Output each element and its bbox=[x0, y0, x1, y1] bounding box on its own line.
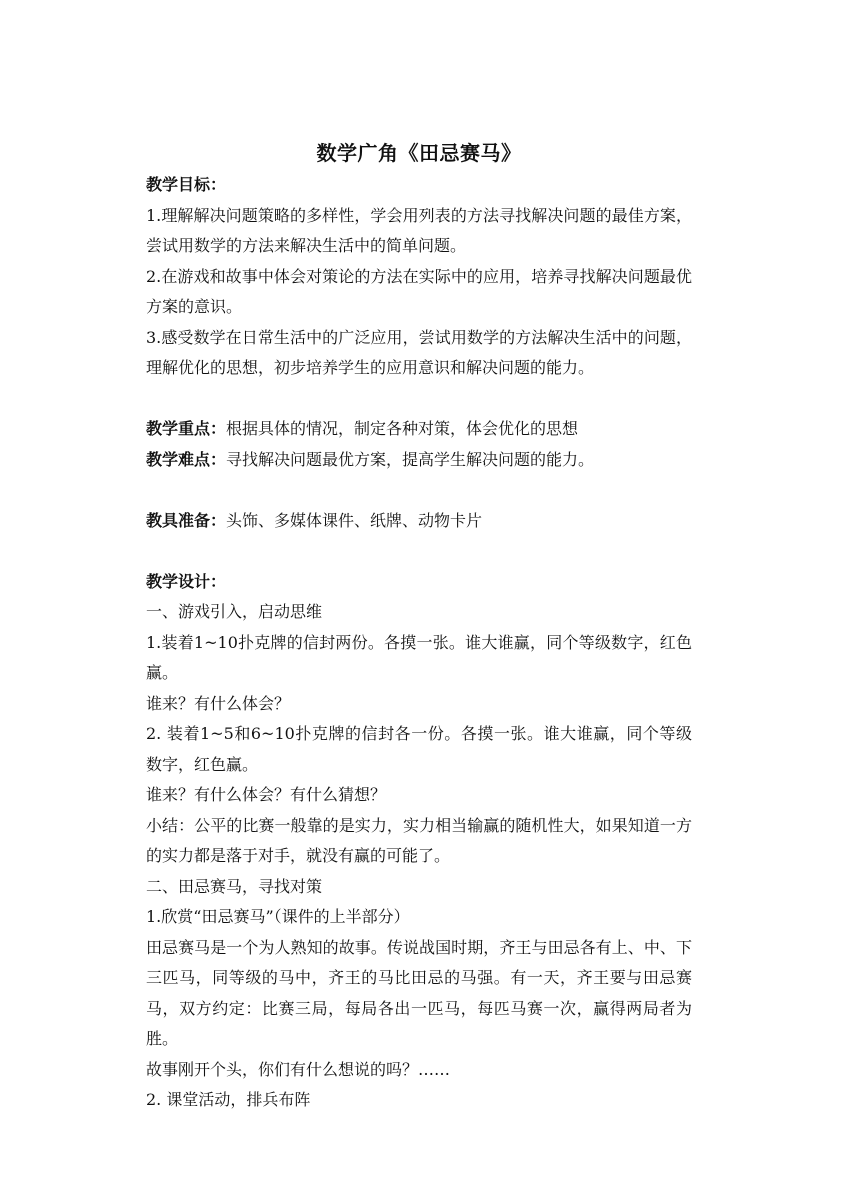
design-line: 2. 装着1~5和6~10扑克牌的信封各一份。各摸一张。谁大谁赢，同个等级数字，红色赢。 bbox=[146, 724, 692, 774]
difficulty-label: 教学难点： bbox=[146, 449, 227, 469]
design-line: 田忌赛马是一个为人熟知的故事。传说战国时期，齐王与田忌各有上、中、下三匹马，同等级的马中，齐王的马比田忌的马强。有一天，齐王要与田忌赛马，双方约定：比赛三局，每局各出一匹马，每匹马赛一次，赢得两局者为胜。 bbox=[146, 937, 692, 1048]
goals-heading: 教学目标： bbox=[146, 175, 227, 194]
design-line: 谁来？有什么体会？ bbox=[146, 693, 291, 713]
design-line: 二、田忌赛马，寻找对策 bbox=[146, 876, 323, 896]
goal-item-3: 3.感受数学在日常生活中的广泛应用，尝试用数学的方法解决生活中的问题，理解优化的思想，初步培养学生的应用意识和解决问题的能力。 bbox=[146, 327, 692, 377]
design-line: 一、游戏引入，启动思维 bbox=[146, 602, 323, 621]
materials-text: 头饰、多媒体课件、纸牌、动物卡片 bbox=[226, 510, 483, 530]
design-line: 1.装着1~10扑克牌的信封两份。各摸一张。谁大谁赢，同个等级数字，红色赢。 bbox=[146, 632, 692, 682]
spacer bbox=[146, 384, 692, 415]
document-page bbox=[146, 136, 692, 1116]
materials-row bbox=[146, 506, 692, 537]
spacer bbox=[146, 536, 692, 567]
design-line: 故事刚开个头，你们有什么想说的吗？…… bbox=[146, 1059, 451, 1079]
design-line: 2. 课堂活动，排兵布阵 bbox=[146, 1090, 311, 1109]
spacer bbox=[146, 475, 692, 506]
key-point-text: 根据具体的情况，制定各种对策，体会优化的思想 bbox=[226, 419, 579, 438]
key-point-row bbox=[146, 414, 692, 445]
goal-item-1: 1.理解解决问题策略的多样性，学会用列表的方法寻找解决问题的最佳方案，尝试用数学的方法来解决生活中的简单问题。 bbox=[146, 205, 692, 255]
key-point-label: 教学重点： bbox=[146, 419, 227, 438]
document-title: 数学广角《田忌赛马》 bbox=[316, 141, 522, 165]
design-heading: 教学设计： bbox=[146, 571, 227, 591]
design-line: 小结：公平的比赛一般靠的是实力，实力相当输赢的随机性大，如果知道一方的实力都是落于对手，就没有赢的可能了。 bbox=[146, 815, 692, 865]
design-line: 谁来？有什么体会？有什么猜想？ bbox=[146, 785, 387, 804]
difficulty-text: 寻找解决问题最优方案，提高学生解决问题的能力。 bbox=[226, 449, 595, 469]
difficulty-row bbox=[146, 445, 692, 476]
goal-item-2: 2.在游戏和故事中体会对策论的方法在实际中的应用，培养寻找解决问题最优方案的意识。 bbox=[146, 266, 692, 316]
design-line: 1.欣赏“田忌赛马”（课件的上半部分） bbox=[146, 907, 410, 926]
materials-label: 教具准备： bbox=[146, 510, 227, 530]
